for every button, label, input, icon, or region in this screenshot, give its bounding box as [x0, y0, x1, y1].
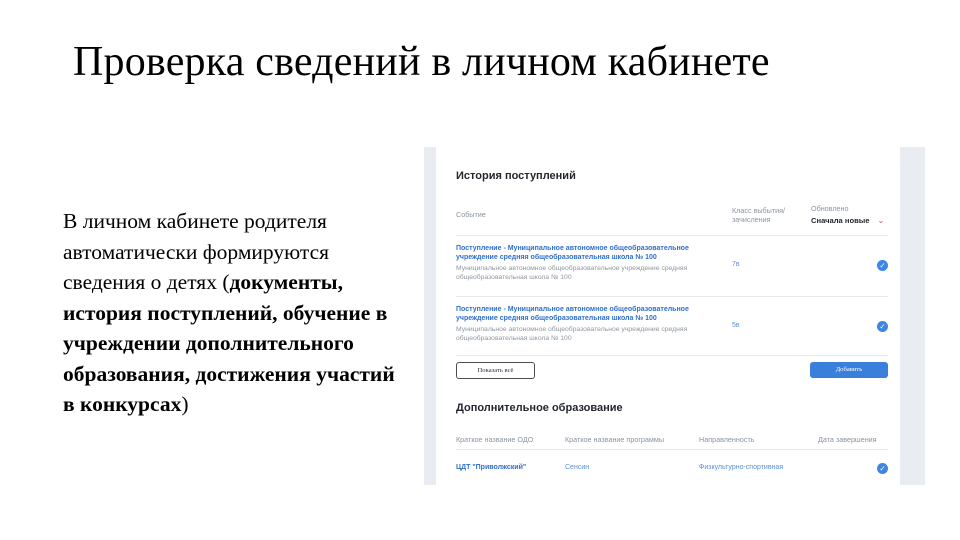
history-section-title: История поступлений: [456, 170, 576, 182]
divider: [456, 449, 888, 450]
column-header-event: Событие: [456, 210, 486, 219]
check-icon: ✓: [877, 321, 888, 332]
extra-education-section-title: Дополнительное образование: [456, 402, 623, 414]
check-icon: ✓: [877, 260, 888, 271]
personal-account-screenshot: [424, 147, 925, 485]
slide-title: Проверка сведений в личном кабинете: [73, 39, 770, 85]
extra-education-org-link[interactable]: ЦДТ "Приволжский": [456, 464, 527, 471]
divider: [456, 235, 888, 236]
history-entry-link[interactable]: Поступление - Муниципальное автономное общеобразовательное учреждение средняя общеобразовательная школа № 100: [456, 306, 689, 322]
extra-education-program: Сенсин: [565, 464, 590, 471]
column-header-direction: Направленность: [699, 435, 755, 444]
sort-dropdown[interactable]: [811, 216, 884, 225]
history-entry-class: 7в: [732, 261, 740, 268]
show-all-button[interactable]: Показать всё: [456, 362, 535, 379]
history-entry-link[interactable]: Поступление - Муниципальное автономное общеобразовательное учреждение средняя общеобразовательная школа № 100: [456, 245, 689, 261]
history-entry-org: Муниципальное автономное общеобразовательное учреждение средняя общеобразовательная школа № 100: [456, 265, 688, 281]
body-text-bold: документы, история поступлений, обучение в учреждении дополнительного образования, достижения участий в конкурсах: [63, 270, 395, 416]
history-entry: [456, 306, 689, 343]
body-text-plain: В личном кабинете родителя автоматически формируются сведения о детях (: [63, 209, 330, 294]
check-icon: ✓: [877, 463, 888, 474]
body-text-closing: ): [181, 392, 189, 416]
column-header-class: Класс выбытия/ зачисления: [732, 206, 786, 224]
column-header-updated: Обновлено: [811, 204, 849, 213]
divider: [456, 355, 888, 356]
history-entry-class: 5в: [732, 322, 740, 329]
history-entry-org: Муниципальное автономное общеобразовательное учреждение средняя общеобразовательная школа № 100: [456, 326, 688, 342]
sort-value: Сначала новые: [811, 216, 870, 225]
extra-education-direction: Физкультурно-спортивная: [699, 464, 784, 471]
chevron-down-icon: ⌄: [877, 215, 885, 225]
column-header-program: Краткое название программы: [565, 435, 664, 444]
add-button[interactable]: Добавить: [810, 362, 888, 378]
divider: [456, 296, 888, 297]
history-entry: [456, 245, 689, 282]
column-header-org: Краткое название ОДО: [456, 435, 534, 444]
slide-body-text: [63, 206, 408, 420]
account-panel: [436, 147, 900, 485]
column-header-end-date: Дата завершения: [818, 435, 877, 444]
